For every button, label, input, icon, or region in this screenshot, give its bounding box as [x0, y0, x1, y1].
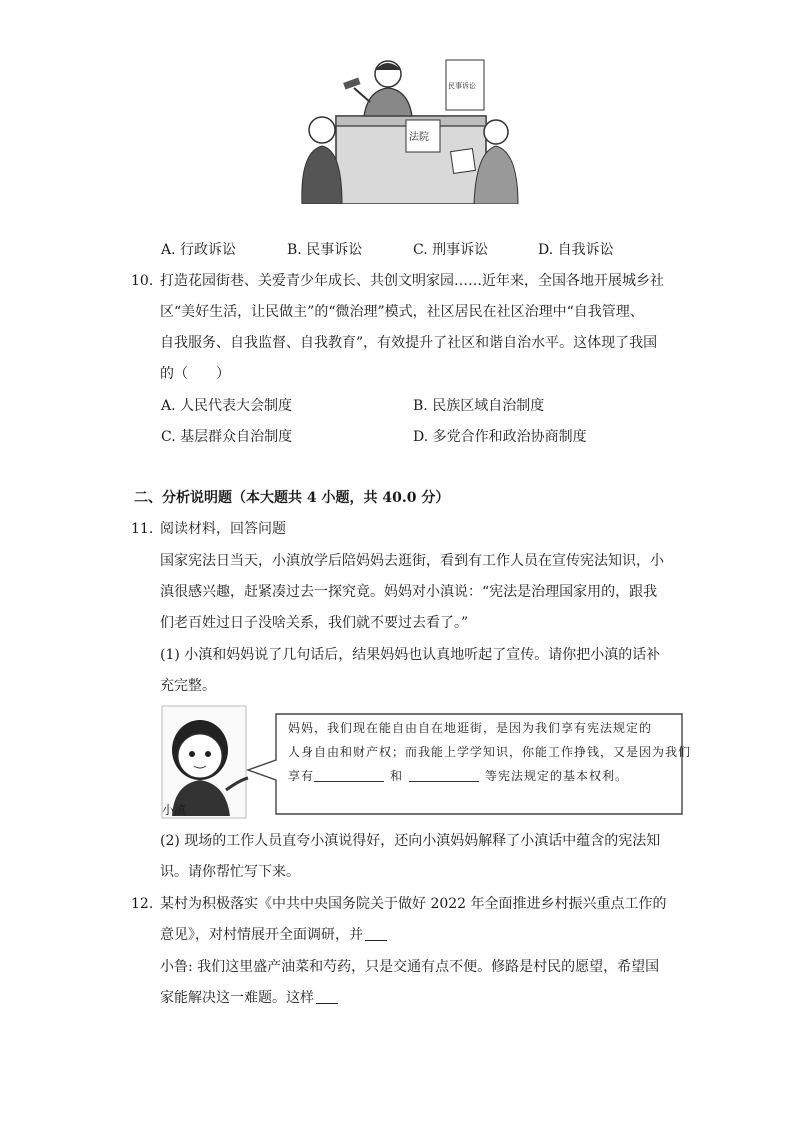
q11-material-line: 滇很感兴趣，赶紧凑过去一探究竟。妈妈对小滇说：“宪法是治理国家用的，跟我: [160, 584, 658, 600]
q12-number: 12.: [131, 896, 154, 912]
q12-text-part: 家能解决这一难题。这样: [160, 990, 314, 1006]
speech-line: 人身自由和财产权；而我能上学学知识，你能工作挣钱，又是因为我们: [288, 745, 692, 759]
court-cartoon-drawing: [296, 54, 526, 204]
q10-text-line: 打造花园街巷、关爱青少年成长、共创文明家园……近年来，全国各地开展城乡社: [160, 273, 664, 289]
answer-blank[interactable]: [316, 989, 338, 1004]
q12-text-part: 意见》，对村情展开全面调研，并: [160, 927, 363, 943]
speech-text-part: 等宪法规定的基本权利。: [485, 769, 629, 783]
speech-line: [288, 764, 691, 788]
figure-caption: 小滇: [162, 803, 187, 817]
board-text: 民事诉讼: [448, 82, 476, 90]
q9-option-d[interactable]: D. 自我诉讼: [538, 242, 614, 258]
court-sign: 法院: [409, 132, 429, 143]
q10-text-line: 自我服务、自我监督、自我教育”，有效提升了社区和谐自治水平。这体现了我国: [160, 335, 658, 351]
q11-title: 阅读材料，回答问题: [160, 521, 286, 537]
q11-sub1-line: 充完整。: [160, 678, 216, 694]
q11-figure: [160, 704, 692, 820]
q11-number: 11.: [131, 521, 154, 537]
court-cartoon: [296, 54, 526, 204]
q11-sub2-line: 识。请你帮忙写下来。: [160, 864, 300, 880]
q9-option-b[interactable]: B. 民事诉讼: [287, 242, 363, 258]
q10-option-d[interactable]: D. 多党合作和政治协商制度: [413, 429, 587, 445]
speech-line: 妈妈，我们现在能自由自在地逛街，是因为我们享有宪法规定的: [288, 721, 653, 735]
answer-blank[interactable]: [365, 926, 387, 941]
q12-text-line: [160, 988, 338, 1008]
q11-material-line: 国家宪法日当天，小滇放学后陪妈妈去逛街，看到有工作人员在宣传宪法知识，小: [160, 553, 664, 569]
speech-text-part: 和: [390, 769, 404, 783]
q11-sub1-line: (1) 小滇和妈妈说了几句话后，结果妈妈也认真地听起了宣传。请你把小滇的话补: [160, 647, 661, 663]
speech-text: [288, 716, 691, 788]
q12-text-line: 某村为积极落实《中共中央国务院关于做好 2022 年全面推进乡村振兴重点工作的: [160, 896, 667, 912]
q9-option-c[interactable]: C. 刑事诉讼: [413, 242, 489, 258]
q10-text-line: 的（ ）: [160, 366, 230, 382]
q11-material-line: 们老百姓过日子没啥关系，我们就不要过去看了。”: [160, 615, 469, 631]
q10-text-line: 区“美好生活，让民做主”的“微治理”模式，社区居民在社区治理中“自我管理、: [160, 304, 644, 320]
section-heading: 二、分析说明题（本大题共 4 小题，共 40.0 分）: [134, 490, 450, 506]
q10-option-a[interactable]: A. 人民代表大会制度: [161, 398, 293, 414]
q10-number: 10.: [131, 273, 154, 289]
q12-text-line: [160, 925, 387, 945]
q11-sub2-line: (2) 现场的工作人员直夸小滇说得好，还向小滇妈妈解释了小滇话中蕴含的宪法知: [160, 833, 661, 849]
answer-blank-1[interactable]: [314, 767, 384, 782]
answer-blank-2[interactable]: [409, 767, 479, 782]
q10-option-b[interactable]: B. 民族区域自治制度: [413, 398, 545, 414]
q10-option-c[interactable]: C. 基层群众自治制度: [161, 429, 293, 445]
speech-text-part: 享有: [288, 769, 315, 783]
q12-text-line: 小鲁: 我们这里盛产油菜和芍药，只是交通有点不便。修路是村民的愿望，希望国: [160, 959, 660, 975]
q9-option-a[interactable]: A. 行政诉讼: [161, 242, 237, 258]
